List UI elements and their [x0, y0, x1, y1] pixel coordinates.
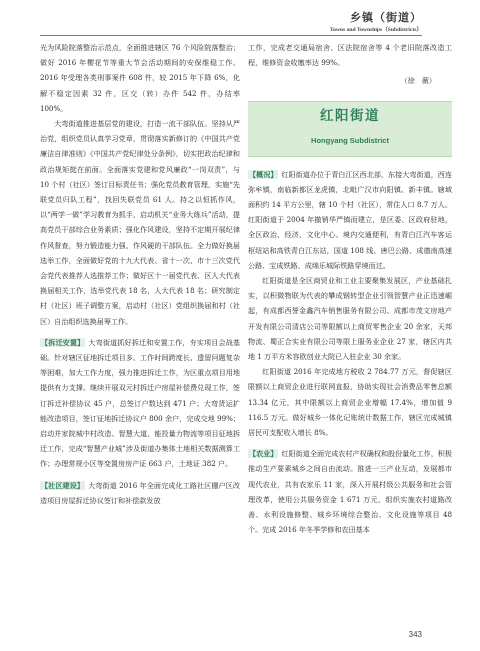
right-paragraph-5-text: 红阳街道全面完成农村产权确权和股份量化工作，积极推动生产要素城乡之间自由流动。推进一三产业互动，发展都市现代农业，共有农家乐 11 家，深入开展村级公共服务和社会管理改革，使用公共服务资金 1 671 万元，组织实施农村道路改善、水利设施修整、城乡环境综合整治、文化设施等项目 48 个。完成 2016 年冬季学修和农田基本 — [248, 449, 453, 535]
right-paragraph-4: 红阳街道 2016 年完成地方税收 2 784.77 万元，督促辖区限额以上商贸企业进行联网直报，协助实现社会消费品零售总额 13.34 亿元，其中限额以上商贸企业增幅 17.4%，增加值 9 116.5 万元。做好城乡一体化记账统计数据工作，辖区完成城镇居民可支配收入增长 8%。 — [248, 367, 452, 438]
left-paragraph-3-text: 大弯街道抓好拆迁和安置工作，夯实项目会战基础。针对辖区征地拆迁项目多、工作时间跨度长、遗留问题复杂等困难，加大工作力度，强力推进拆迁工作，为区重点项目用地提供有力支撑。继续开展双元村拆迁户房屋补偿费兑现工作，签订拆迁补偿协议 45 户，总签订户数达到 471 户；大弯货运扩能改造项目，签订征地拆迁协议户 800 余户，完成交地 99%；启动并家院城中村改造、智慧大道、能投量力物流等项目征地拆迁工作，完成“智慧产业城”涉及街道办集体土地相关数据测算工作；办理常规小区等变置房房产证 663 户，土地证 382 户。 — [40, 337, 241, 469]
left-paragraph-4 — [40, 478, 240, 508]
right-paragraph-2-text: 红阳街道办位于青白江区西北部，东接大弯街道，西连弥牟镇，南临新都区龙虎镇，北毗广汉市向阳镇、新丰镇。辖域面积约 14 平方公里，辖 10 个村（社区），常住人口 8.7 万人。红阳街道于 2004 年撤销华严镇而建立，是区委、区政府驻地，全区政治、经济、文化中心。境内交通便利，有青白江汽车客运枢纽站和高铁青白江东站，国道 108 线、唐巴公路、成德南高速公路、宝成铁路、成绵乐城际铁路穿境而过。 — [248, 169, 453, 270]
section-tag-overview: 【概况】 — [249, 169, 278, 179]
left-paragraph-4-text: 大弯街道 2016 年全面完成化工路社区棚户区改造项目房屋拆迁协议签订和补偿款发放 — [40, 480, 241, 505]
left-paragraph-1: 光为风险院落整治示范点，全面推进辖区 76 个风险院落整治；做好 2016 年樱花节等重大节会活动期间的安保维稳工作。2016 年受理各类刑事案件 608 件，较 2015 年下降 6%，化解不稳定因素 32 件，区交（转）办件 542 件，办结率 100%。 — [40, 43, 240, 113]
banner-title: 红阳街道 — [320, 107, 380, 124]
right-paragraph-2 — [248, 167, 452, 273]
left-paragraph-3 — [40, 335, 240, 472]
running-header-subtitle: Towns and Townships（Subdistricts） — [329, 27, 422, 33]
right-paragraph-1: 工作，完成老交通局宿舍、区法院宿舍等 4 个老旧院落改造工程，维修资金收缴率达 99%。 — [248, 43, 452, 68]
left-column — [40, 40, 240, 508]
header-rule — [40, 35, 422, 36]
section-tag-relocation: 【拆迁安置】 — [41, 337, 85, 347]
section-tag-agriculture: 【农业】 — [249, 449, 278, 459]
right-paragraph-5 — [248, 446, 452, 537]
author-credit: （徐 薇） — [400, 76, 436, 86]
running-header-title: 乡镇（街道） — [350, 11, 422, 24]
right-column — [248, 40, 452, 537]
section-tag-community: 【社区建设】 — [41, 480, 85, 490]
subdistrict-banner — [248, 101, 452, 157]
page-number: 343 — [408, 630, 422, 639]
right-paragraph-3: 红阳街道是全区商贸业和工业主要聚集发展区，产业基础扎实，以积微物联为代表的攀成钢转型企业引领智慧产业正迅速崛起，有成都西誉金鑫汽车销售服务有限公司、成都市茂文房地产开发有限公司清店公司等限额以上商贸零售企业 20 余家，天邦物流、蜀正合实业有限公司等限上服务业企业 27 家，辖区内共地 1 万平方米容欧创业大院已入驻企业 30 余家。 — [248, 276, 452, 362]
left-paragraph-2: 大弯街道推进基层党的建设，打造一流干部队伍。坚持从严治党，组织党员认真学习党章，贯彻落实新修订的《中国共产党廉洁自律准则》《中国共产党纪律处分条例》，切实把政治纪律和政治规矩挺在前面。全面落实党建和党风廉政“一岗双责”，与 10 个村（社区）签订目标责任书；强化党员教育管理，实施“先联党员归队工程”，找回失联党员 61 人。持之以恒抓作风，以“两学一做”学习教育为抓手，启动机关“业务大练兵”活动，提高党员干部综合业务素质；强化作风建设，坚持不定期开展纪律作风督查，努力锻造能力强、作风硬的干部队伍。全力做好换届选举工作，全面做好党的十九大代表、省十一次、市十三次党代会党代表推荐人选推荐工作；做好区十一届党代表、区人大代表换届相关工作，选举党代表 18 名，人大代表 18 名；研究制定村（社区）班子调整方案，启动村（社区）党组织换届和村（社区）自治组织选换届筹工作。 — [40, 119, 240, 326]
banner-subtitle: Hongyang Subdistrict — [311, 135, 389, 145]
